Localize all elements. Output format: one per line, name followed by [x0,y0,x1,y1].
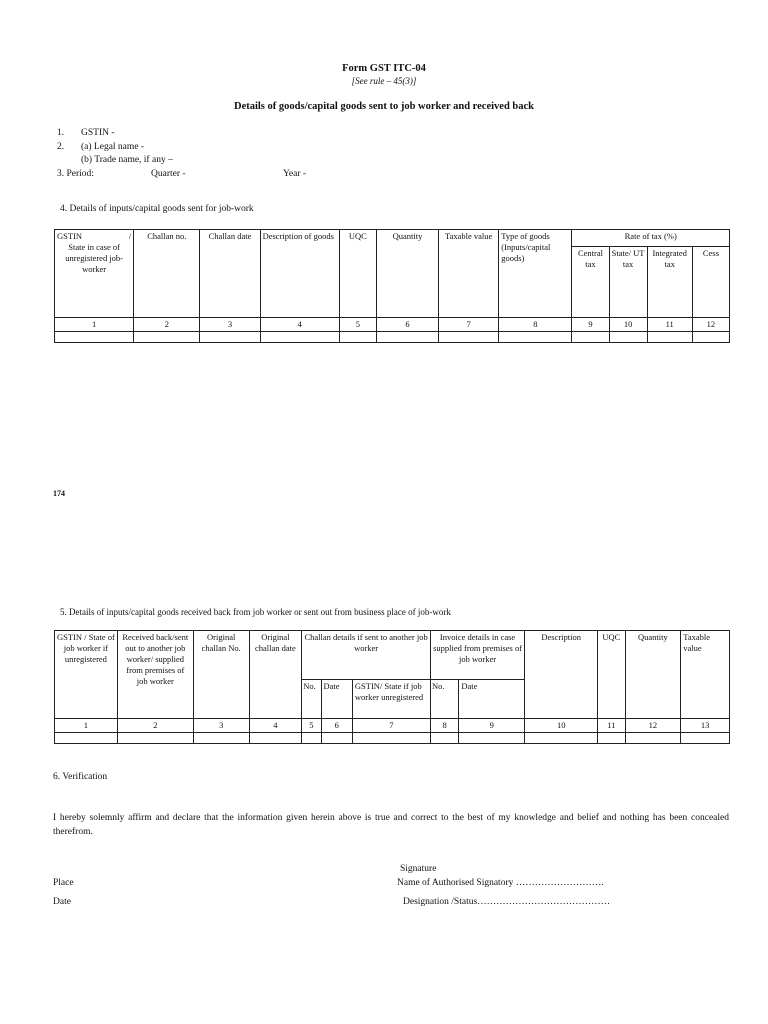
header-central-tax: Central tax [572,247,609,318]
table-row [55,733,730,744]
header-state-ut-tax: State/ UT tax [609,247,647,318]
header-invoice-date: Date [459,680,525,719]
column-number: 6 [376,318,438,332]
header-gstin [55,230,134,318]
header-invoice-no: No. [430,680,458,719]
column-number: 6 [321,719,352,733]
header-description: Description of goods [260,230,339,318]
header-uqc: UQC [598,631,625,719]
field-number: 3. [57,169,65,179]
field-year: Year - [283,169,307,179]
header-gstin: GSTIN / State of job worker if unregistered [55,631,118,719]
header-original-challan-no: Original challan No. [193,631,249,719]
page-number: 174 [53,489,65,498]
column-number: 3 [200,318,260,332]
section-4-title: 4. Details of inputs/capital goods sent for job-work [60,204,254,214]
header-gstin-label: GSTIN [57,231,83,241]
column-number: 2 [134,318,200,332]
column-number: 9 [572,318,609,332]
column-number: 7 [439,318,499,332]
form-title: Form GST ITC-04 [342,63,426,74]
place-label: Place [53,878,74,888]
header-quantity: Quantity [376,230,438,318]
field-period [57,169,94,179]
section-4-table [54,229,730,343]
column-number: 8 [499,318,572,332]
header-received-back: Received back/sent out to another job worker/ supplied from premises of job worker [117,631,193,719]
header-description: Description [525,631,598,719]
header-gstin-state: State in case of unregistered job-worker [65,242,124,274]
form-rule-reference: [See rule – 45(3)] [351,76,417,86]
signature-label: Signature [400,864,437,874]
column-number: 12 [692,318,729,332]
verification-title: 6. Verification [53,772,108,782]
field-number: 2. [57,142,65,152]
form-heading: Details of goods/capital goods sent to job worker and received back [233,101,535,112]
field-label: GSTIN - [81,128,115,138]
field-quarter: Quarter - [151,169,186,179]
header-cess: Cess [692,247,729,318]
verification-declaration: I hereby solemnly affirm and declare that the information given herein above is true and correct to the best of my knowledge and belief and nothing has been concealed therefrom. [53,813,729,837]
column-number: 11 [598,719,625,733]
field-label: Period: [66,169,94,179]
header-taxable-value: Taxable value [681,631,730,719]
table-row [55,332,730,343]
header-invoice-details: Invoice details in case supplied from premises of job worker [430,631,524,680]
column-number: 8 [430,719,458,733]
header-type-of-goods: Type of goods (Inputs/capital goods) [499,230,572,318]
column-number: 10 [609,318,647,332]
header-challan-no: Challan no. [134,230,200,318]
column-number: 7 [352,719,430,733]
column-number: 5 [339,318,376,332]
column-number: 5 [302,719,321,733]
header-gstin-state: GSTIN/ State if job worker unregistered [352,680,430,719]
header-integrated-tax: Integrated tax [647,247,692,318]
column-number: 1 [55,318,134,332]
section-5-title: 5. Details of inputs/capital goods received back from job worker or sent out from business place of job-work [60,607,451,617]
header-original-challan-date: Original challan date [249,631,302,719]
column-number: 2 [117,719,193,733]
column-number: 1 [55,719,118,733]
field-trade-name: (b) Trade name, if any – [81,155,173,165]
field-label: (a) Legal name - [81,142,145,152]
header-gstin-slash: / [128,231,132,241]
column-number: 3 [193,719,249,733]
header-challan-date: Challan date [200,230,260,318]
column-number: 4 [260,318,339,332]
column-number: 11 [647,318,692,332]
date-label: Date [53,897,71,907]
field-gstin [57,128,115,138]
header-challan-date: Date [321,680,352,719]
section-5-table [54,630,730,744]
header-challan-details: Challan details if sent to another job worker [302,631,431,680]
field-number: 1. [57,128,65,138]
header-challan-no: No. [302,680,321,719]
header-rate-of-tax: Rate of tax (%) [572,230,730,247]
header-taxable-value: Taxable value [439,230,499,318]
column-number: 13 [681,719,730,733]
column-number: 4 [249,719,302,733]
header-quantity: Quantity [625,631,681,719]
designation-label: Designation /Status…………………………………… [403,897,611,907]
column-number: 9 [459,719,525,733]
header-uqc: UQC [339,230,376,318]
column-number: 12 [625,719,681,733]
field-legal-name [57,142,144,152]
column-number: 10 [525,719,598,733]
authorised-signatory-label: Name of Authorised Signatory ………………………. [397,878,604,888]
